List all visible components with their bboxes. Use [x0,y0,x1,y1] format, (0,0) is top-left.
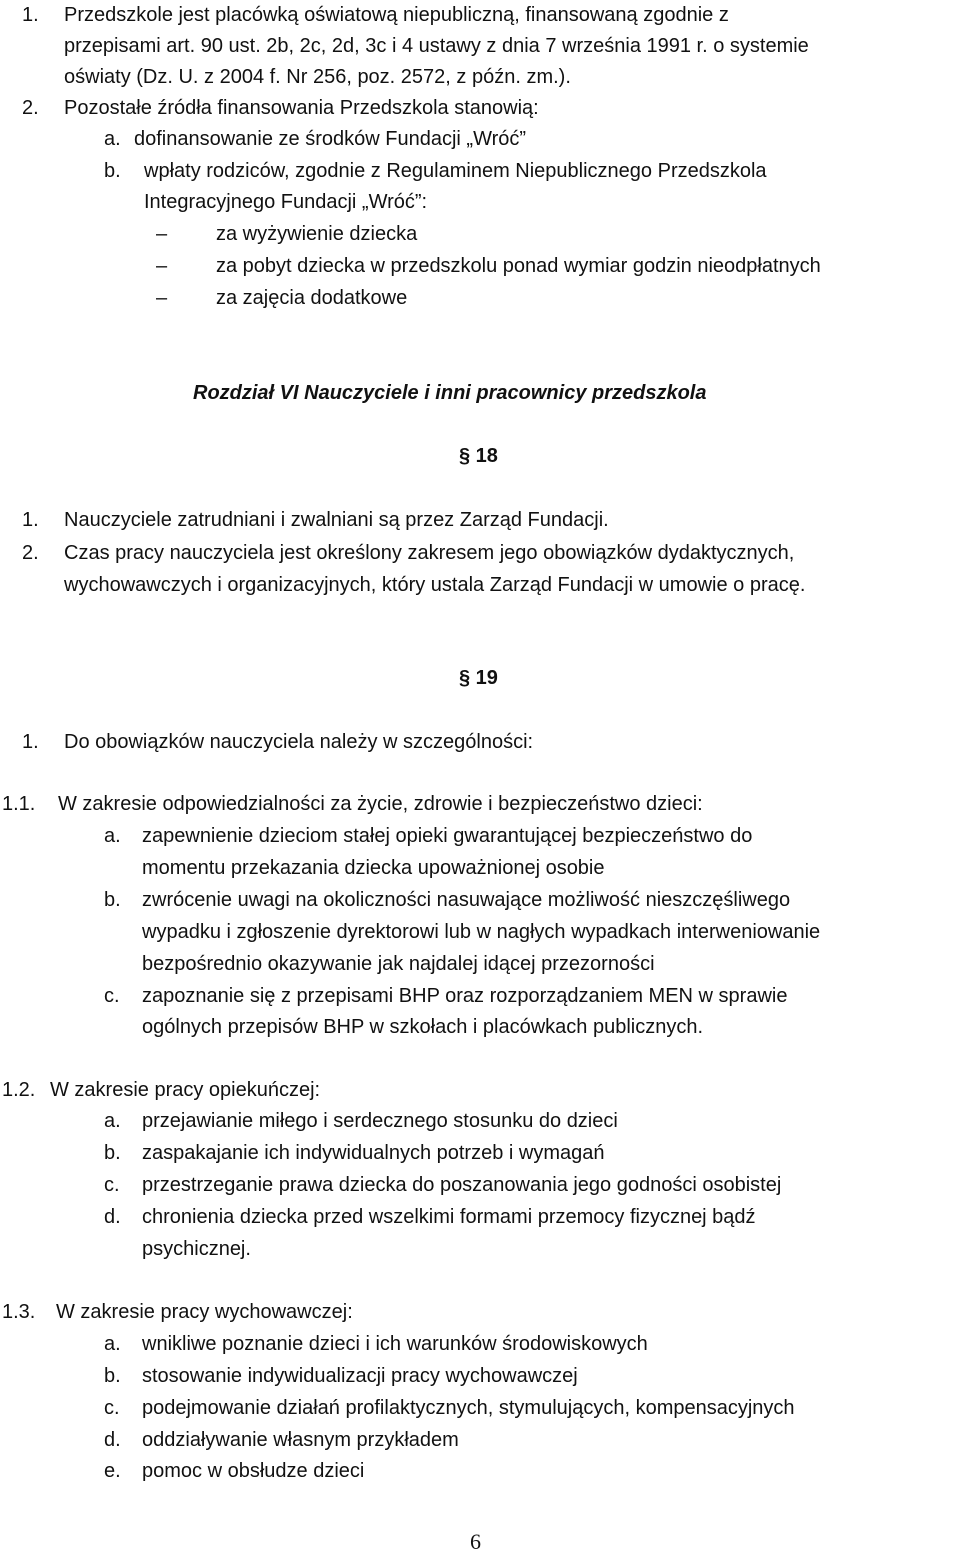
item-text: Nauczyciele zatrudniani i zwalniani są przez Zarząd Fundacji. [64,509,609,531]
item-text: Do obowiązków nauczyciela należy w szczególności: [64,731,534,753]
subitem-label: b. [104,889,121,911]
subitem-text: chronienia dziecka przed wszelkimi formami przemocy fizycznej bądź [142,1206,756,1228]
subitem-label: c. [104,1397,120,1419]
subitem-text: podejmowanie działań profilaktycznych, stymulujących, kompensacyjnych [142,1397,795,1419]
item-text: Pozostałe źródła finansowania Przedszkola stanowią: [64,97,539,119]
dash-item-text: za wyżywienie dziecka [216,223,418,245]
dash-bullet: – [156,223,168,245]
subitem-text: zaspakajanie ich indywidualnych potrzeb i wymagań [142,1142,605,1164]
subitem-text: wpłaty rodziców, zgodnie z Regulaminem Niepublicznego Przedszkola [144,160,767,182]
section-title: W zakresie pracy wychowawczej: [56,1301,353,1323]
section-title: W zakresie odpowiedzialności za życie, zdrowie i bezpieczeństwo dzieci: [58,793,703,815]
dash-item-text: za pobyt dziecka w przedszkolu ponad wymiar godzin nieodpłatnych [216,255,821,277]
section-number: 1.3. [2,1301,36,1323]
subitem-text: zwrócenie uwagi na okoliczności nasuwające możliwość nieszczęśliwego [142,889,791,911]
section-title: W zakresie pracy opiekuńczej: [50,1079,321,1101]
subitem-label: c. [104,1174,120,1196]
subitem-label: b. [104,1365,121,1387]
dash-bullet: – [156,287,168,309]
subitem-label: a. [104,825,121,847]
page-number: 6 [470,1529,481,1554]
subitem-text: oddziaływanie własnym przykładem [142,1429,459,1451]
dash-item-text: za zajęcia dodatkowe [216,287,408,309]
item-text: Przedszkole jest placówką oświatową niepubliczną, finansowaną zgodnie z [64,4,729,26]
item-text: Czas pracy nauczyciela jest określony zakresem jego obowiązków dydaktycznych, [64,542,795,564]
paragraph-sign: § 18 [459,445,498,467]
subitem-text: ogólnych przepisów BHP w szkołach i placówkach publicznych. [142,1016,704,1038]
chapter-heading: Rozdział VI Nauczyciele i inni pracownicy przedszkola [193,382,707,404]
item-number: 2. [22,97,39,119]
subitem-text: zapoznanie się z przepisami BHP oraz rozporządzaniem MEN w sprawie [142,985,788,1007]
subitem-label: c. [104,985,120,1007]
dash-bullet: – [156,255,168,277]
subitem-text: bezpośrednio okazywanie jak najdalej idącej przezorności [142,953,655,975]
item-text: przepisami art. 90 ust. 2b, 2c, 2d, 3c i 4 ustawy z dnia 7 września 1991 r. o systemie [64,35,809,57]
subitem-text: zapewnienie dzieciom stałej opieki gwarantującej bezpieczeństwo do [142,825,753,847]
subitem-text: psychicznej. [142,1238,251,1260]
subitem-text: stosowanie indywidualizacji pracy wychowawczej [142,1365,578,1387]
subitem-text: Integracyjnego Fundacji „Wróć”: [144,191,428,213]
item-number: 1. [22,4,39,26]
subitem-text: wnikliwe poznanie dzieci i ich warunków środowiskowych [142,1333,648,1355]
subitem-label: b. [104,1142,121,1164]
item-number: 1. [22,509,39,531]
item-text: wychowawczych i organizacyjnych, który ustala Zarząd Fundacji w umowie o pracę. [64,574,806,596]
subitem-label: d. [104,1206,121,1228]
subitem-text: przestrzeganie prawa dziecka do poszanowania jego godności osobistej [142,1174,782,1196]
section-number: 1.1. [2,793,36,815]
subitem-label: a. [104,1333,121,1355]
section-number: 1.2. [2,1079,36,1101]
subitem-text: przejawianie miłego i serdecznego stosunku do dzieci [142,1110,618,1132]
subitem-label: e. [104,1460,121,1482]
item-number: 1. [22,731,39,753]
item-number: 2. [22,542,39,564]
item-text: oświaty (Dz. U. z 2004 f. Nr 256, poz. 2572, z późn. zm.). [64,66,571,88]
subitem-text: pomoc w obsłudze dzieci [142,1460,365,1482]
paragraph-sign: § 19 [459,667,498,689]
subitem-label: d. [104,1429,121,1451]
subitem-label: b. [104,160,121,182]
subitem-text: wypadku i zgłoszenie dyrektorowi lub w nagłych wypadkach interweniowanie [142,921,821,943]
subitem-text: momentu przekazania dziecka upoważnionej osobie [142,857,605,879]
subitem-label: a. [104,1110,121,1132]
subitem-label: a. [104,128,121,150]
subitem-text: dofinansowanie ze środków Fundacji „Wróć” [134,128,527,150]
